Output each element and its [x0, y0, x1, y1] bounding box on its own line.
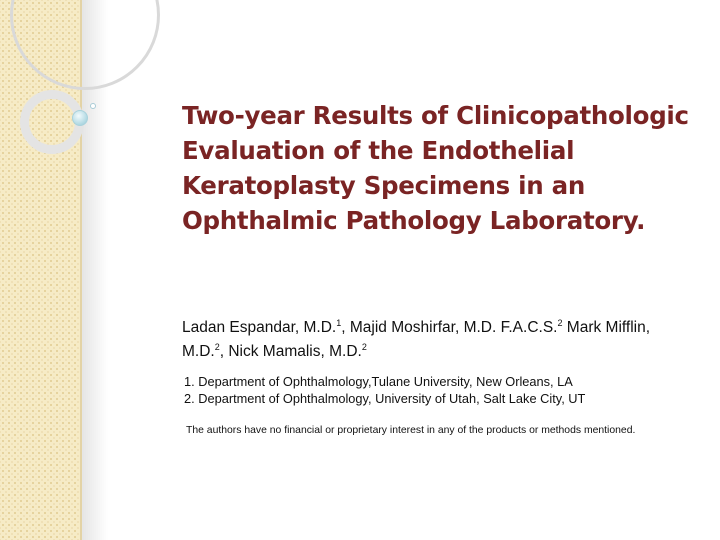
affiliation-item: 2. Department of Ophthalmology, University of Utah, Salt Lake City, UT [184, 391, 586, 406]
slide-title: Two-year Results of Clinicopathologic Evaluation of the Endothelial Keratoplasty Specimens in an Ophthalmic Pathology Laboratory. [182, 101, 689, 235]
affiliation-item: 1. Department of Ophthalmology,Tulane University, New Orleans, LA [184, 374, 573, 389]
author-affiliation-mark: 2 [214, 342, 220, 352]
author-name: Majid Moshirfar, M.D. F.A.C.S. [349, 319, 558, 336]
author-separator: , [219, 343, 229, 360]
author-separator: , [341, 319, 350, 336]
author-affiliation-mark: 1 [336, 318, 342, 328]
author-affiliation-mark: 2 [361, 342, 367, 352]
author-name: Mark Mifflin, M.D. [182, 319, 651, 360]
decorative-bubble-large [72, 110, 88, 126]
disclosure-statement: The authors have no financial or proprietary interest in any of the products or methods mentioned. [186, 425, 636, 436]
author-affiliation-mark: 2 [557, 318, 563, 328]
author-list [182, 316, 682, 364]
author-name: Ladan Espandar, M.D. [182, 319, 337, 336]
affiliation-list [184, 373, 704, 407]
author-name: Nick Mamalis, M.D. [228, 343, 362, 360]
decorative-bubble-small [90, 103, 96, 109]
